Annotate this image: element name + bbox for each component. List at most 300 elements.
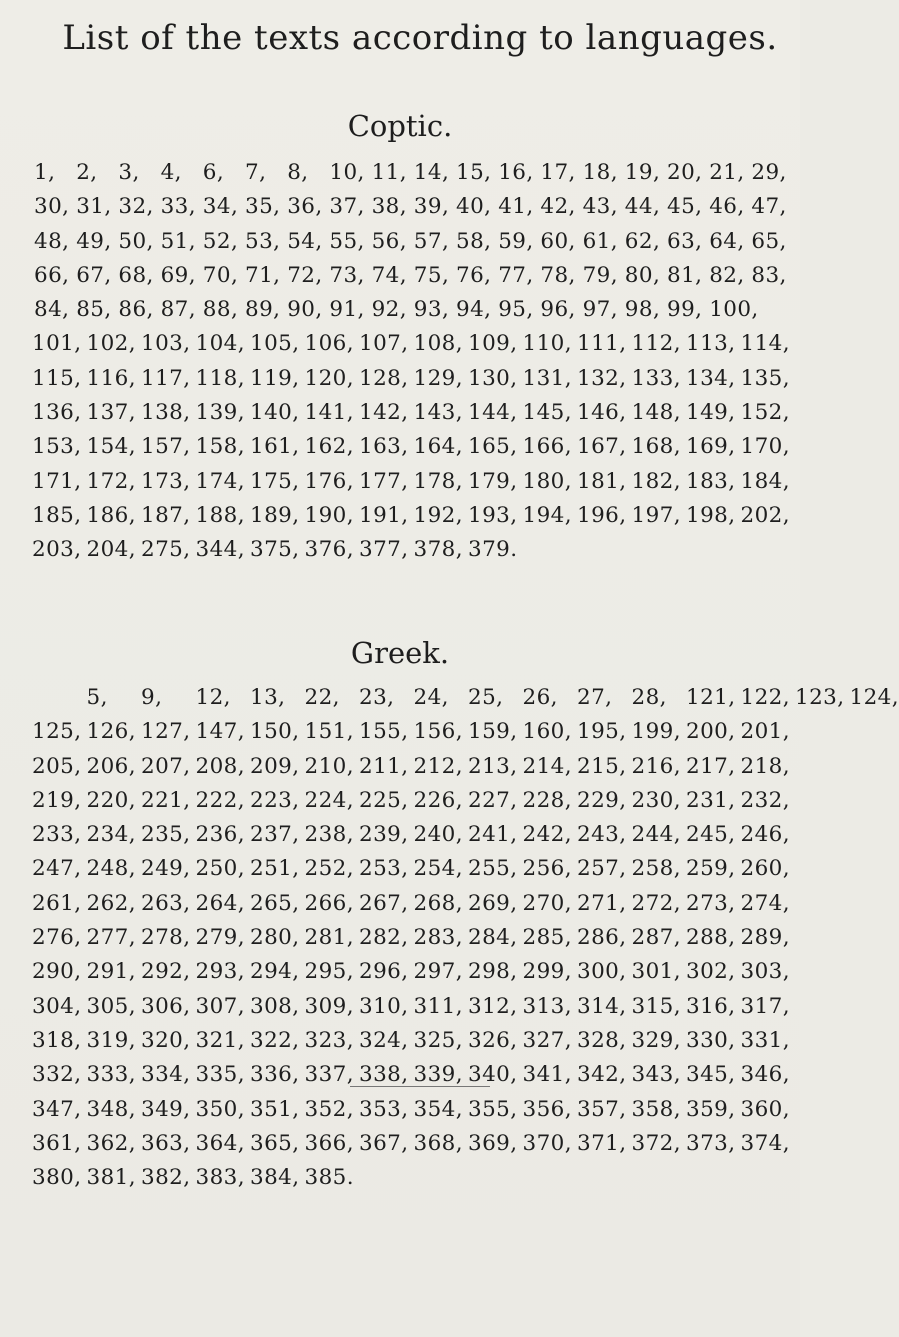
text-number: 10, bbox=[329, 160, 365, 185]
text-number: 266, bbox=[304, 890, 354, 916]
text-number: 215, bbox=[577, 753, 627, 779]
text-number: 209, bbox=[250, 753, 300, 779]
text-number: 106, bbox=[304, 331, 354, 357]
text-number: 160, bbox=[522, 719, 572, 745]
text-number: 349, bbox=[141, 1096, 191, 1122]
text-number: 15, bbox=[456, 160, 492, 185]
text-number: 221, bbox=[141, 787, 191, 813]
text-number: 137, bbox=[86, 400, 136, 426]
text-number: 59, bbox=[498, 228, 534, 254]
text-number: 329, bbox=[631, 1027, 681, 1053]
text-number: 96, bbox=[540, 297, 576, 323]
text-number: 338, bbox=[359, 1062, 409, 1088]
text-number: 217, bbox=[686, 753, 736, 779]
text-number: 360, bbox=[740, 1096, 790, 1122]
text-number: 333, bbox=[86, 1062, 136, 1088]
text-number: 89, bbox=[245, 297, 281, 323]
text-number: 98, bbox=[624, 297, 661, 323]
text-number: 380, bbox=[32, 1165, 82, 1191]
text-number: 149, bbox=[686, 400, 736, 426]
number-row bbox=[0, 889, 800, 923]
text-number: 14, bbox=[413, 160, 450, 185]
text-number: 298, bbox=[468, 959, 518, 985]
text-number: 269, bbox=[468, 890, 518, 916]
text-number: 293, bbox=[195, 959, 245, 985]
text-number: 133, bbox=[631, 365, 681, 391]
text-number: 136, bbox=[32, 400, 82, 426]
text-number: 184, bbox=[740, 468, 790, 494]
text-number: 157, bbox=[141, 434, 191, 460]
text-number: 29, bbox=[751, 160, 787, 185]
text-number: 104, bbox=[195, 331, 245, 357]
number-row bbox=[0, 820, 800, 854]
text-number: 244, bbox=[631, 822, 681, 848]
text-number: 153, bbox=[32, 434, 82, 460]
text-number: 356, bbox=[522, 1096, 572, 1122]
text-number: 32, bbox=[118, 194, 154, 220]
text-number: 193, bbox=[468, 502, 518, 528]
text-number: 302, bbox=[686, 959, 736, 985]
text-number: 328, bbox=[577, 1027, 627, 1053]
text-number: 316, bbox=[686, 993, 736, 1019]
number-row bbox=[0, 329, 800, 363]
text-number: 24, bbox=[413, 685, 449, 710]
text-number: 358, bbox=[631, 1096, 681, 1122]
text-number: 369, bbox=[468, 1130, 518, 1156]
text-number: 128, bbox=[359, 365, 409, 391]
text-number: 288, bbox=[686, 925, 736, 951]
text-number: 175, bbox=[250, 468, 300, 494]
number-row bbox=[0, 158, 800, 192]
text-number: 248, bbox=[86, 856, 136, 882]
text-number: 81, bbox=[667, 262, 703, 288]
text-number: 223, bbox=[250, 787, 300, 813]
text-number: 169, bbox=[686, 434, 736, 460]
text-number: 95, bbox=[498, 297, 534, 323]
text-number: 100, bbox=[709, 297, 759, 323]
text-number: 331, bbox=[740, 1027, 790, 1053]
text-number: 346, bbox=[740, 1062, 790, 1088]
text-number: 206, bbox=[86, 753, 136, 779]
number-row bbox=[0, 1060, 800, 1094]
text-number: 126, bbox=[86, 719, 136, 745]
text-number: 211, bbox=[359, 753, 409, 779]
text-number: 309, bbox=[304, 993, 354, 1019]
text-number: 139, bbox=[195, 400, 245, 426]
text-number: 365, bbox=[250, 1130, 300, 1156]
text-number: 144, bbox=[468, 400, 518, 426]
text-number: 342, bbox=[577, 1062, 627, 1088]
text-number: 102, bbox=[86, 331, 136, 357]
text-number: 152, bbox=[740, 400, 790, 426]
text-number: 254, bbox=[413, 856, 463, 882]
text-number: 86, bbox=[118, 297, 154, 323]
text-number: 191, bbox=[359, 502, 409, 528]
text-number: 91, bbox=[329, 297, 365, 323]
text-number: 361, bbox=[32, 1130, 82, 1156]
text-number: 177, bbox=[359, 468, 409, 494]
text-number: 297, bbox=[413, 959, 463, 985]
text-number: 257, bbox=[577, 856, 627, 882]
text-number: 68, bbox=[118, 262, 154, 288]
text-number: 385. bbox=[304, 1165, 354, 1191]
text-number: 249, bbox=[141, 856, 191, 882]
text-number: 296, bbox=[359, 959, 409, 985]
text-number: 362, bbox=[86, 1130, 136, 1156]
text-number: 317, bbox=[740, 993, 790, 1019]
text-number: 138, bbox=[141, 400, 191, 426]
text-number: 203, bbox=[32, 537, 82, 563]
text-number: 143, bbox=[413, 400, 463, 426]
text-number: 181, bbox=[577, 468, 627, 494]
number-row bbox=[0, 261, 800, 295]
text-number: 52, bbox=[202, 228, 239, 254]
text-number: 13, bbox=[250, 685, 286, 710]
text-number: 370, bbox=[522, 1130, 572, 1156]
text-number: 18, bbox=[582, 160, 618, 185]
text-number: 154, bbox=[86, 434, 136, 460]
text-number: 320, bbox=[141, 1027, 191, 1053]
text-number: 170, bbox=[740, 434, 790, 460]
text-number: 218, bbox=[740, 753, 790, 779]
text-number: 245, bbox=[686, 822, 736, 848]
coptic-section-heading: Coptic. bbox=[347, 109, 453, 143]
text-number: 271, bbox=[577, 890, 627, 916]
text-number: 187, bbox=[141, 502, 191, 528]
text-number: 300, bbox=[577, 959, 627, 985]
text-number: 124, bbox=[849, 685, 899, 710]
page-title: List of the texts according to languages. bbox=[62, 18, 778, 58]
text-number: 224, bbox=[304, 787, 354, 813]
text-number: 205, bbox=[32, 753, 82, 779]
text-number: 238, bbox=[304, 822, 354, 848]
text-number: 326, bbox=[468, 1027, 518, 1053]
text-number: 112, bbox=[631, 331, 681, 357]
text-number: 299, bbox=[522, 959, 572, 985]
text-number: 323, bbox=[304, 1027, 354, 1053]
text-number: 37, bbox=[329, 194, 365, 220]
coptic-text-list bbox=[0, 158, 800, 570]
number-row bbox=[0, 752, 800, 786]
text-number: 115, bbox=[32, 365, 82, 391]
text-number: 182, bbox=[631, 468, 681, 494]
text-number: 72, bbox=[287, 262, 323, 288]
text-number: 222, bbox=[195, 787, 245, 813]
text-number: 87, bbox=[160, 297, 196, 323]
text-number: 123, bbox=[795, 685, 845, 710]
text-number: 140, bbox=[250, 400, 300, 426]
text-number: 4, bbox=[160, 160, 182, 185]
text-number: 355, bbox=[468, 1096, 518, 1122]
text-number: 186, bbox=[86, 502, 136, 528]
text-number: 99, bbox=[667, 297, 703, 323]
text-number: 280, bbox=[250, 925, 300, 951]
text-number: 214, bbox=[522, 753, 572, 779]
text-number: 383, bbox=[195, 1165, 245, 1191]
text-number: 375, bbox=[250, 537, 300, 563]
text-number: 291, bbox=[86, 959, 136, 985]
text-number: 334, bbox=[141, 1062, 191, 1088]
text-number: 332, bbox=[32, 1062, 82, 1088]
text-number: 192, bbox=[413, 502, 463, 528]
number-row bbox=[0, 535, 800, 569]
text-number: 183, bbox=[686, 468, 736, 494]
text-number: 337, bbox=[304, 1062, 354, 1088]
text-number: 240, bbox=[413, 822, 463, 848]
text-number: 41, bbox=[498, 194, 534, 220]
text-number: 289, bbox=[740, 925, 790, 951]
text-number: 198, bbox=[686, 502, 736, 528]
text-number: 351, bbox=[250, 1096, 300, 1122]
text-number: 354, bbox=[413, 1096, 463, 1122]
text-number: 274, bbox=[740, 890, 790, 916]
text-number: 36, bbox=[287, 194, 323, 220]
text-number: 282, bbox=[359, 925, 409, 951]
text-number: 270, bbox=[522, 890, 572, 916]
text-number: 353, bbox=[359, 1096, 409, 1122]
text-number: 207, bbox=[141, 753, 191, 779]
text-number: 155, bbox=[359, 719, 409, 745]
text-number: 119, bbox=[250, 365, 300, 391]
text-number: 27, bbox=[577, 685, 613, 710]
text-number: 70, bbox=[202, 262, 239, 288]
text-number: 371, bbox=[577, 1130, 627, 1156]
text-number: 56, bbox=[371, 228, 407, 254]
text-number: 364, bbox=[195, 1130, 245, 1156]
text-number: 190, bbox=[304, 502, 354, 528]
text-number: 38, bbox=[371, 194, 407, 220]
number-row bbox=[0, 364, 800, 398]
greek-section-heading: Greek. bbox=[350, 636, 450, 670]
text-number: 231, bbox=[686, 787, 736, 813]
text-number: 42, bbox=[540, 194, 576, 220]
text-number: 272, bbox=[631, 890, 681, 916]
text-number: 156, bbox=[413, 719, 463, 745]
text-number: 366, bbox=[304, 1130, 354, 1156]
text-number: 135, bbox=[740, 365, 790, 391]
text-number: 314, bbox=[577, 993, 627, 1019]
text-number: 290, bbox=[32, 959, 82, 985]
text-number: 51, bbox=[160, 228, 196, 254]
text-number: 44, bbox=[624, 194, 661, 220]
text-number: 379. bbox=[468, 537, 518, 563]
text-number: 34, bbox=[202, 194, 239, 220]
text-number: 88, bbox=[202, 297, 239, 323]
text-number: 339, bbox=[413, 1062, 463, 1088]
text-number: 180, bbox=[522, 468, 572, 494]
text-number: 336, bbox=[250, 1062, 300, 1088]
text-number: 64, bbox=[709, 228, 745, 254]
text-number: 321, bbox=[195, 1027, 245, 1053]
text-number: 243, bbox=[577, 822, 627, 848]
text-number: 260, bbox=[740, 856, 790, 882]
text-number: 226, bbox=[413, 787, 463, 813]
text-number: 253, bbox=[359, 856, 409, 882]
text-number: 110, bbox=[522, 331, 572, 357]
text-number: 367, bbox=[359, 1130, 409, 1156]
text-number: 11, bbox=[371, 160, 407, 185]
text-number: 85, bbox=[76, 297, 112, 323]
text-number: 202, bbox=[740, 502, 790, 528]
text-number: 107, bbox=[359, 331, 409, 357]
text-number: 232, bbox=[740, 787, 790, 813]
text-number: 1, bbox=[34, 160, 56, 185]
text-number: 109, bbox=[468, 331, 518, 357]
text-number: 304, bbox=[32, 993, 82, 1019]
text-number: 350, bbox=[195, 1096, 245, 1122]
text-number: 75, bbox=[413, 262, 450, 288]
text-number: 62, bbox=[624, 228, 661, 254]
text-number: 130, bbox=[468, 365, 518, 391]
text-number: 168, bbox=[631, 434, 681, 460]
text-number: 381, bbox=[86, 1165, 136, 1191]
text-number: 84, bbox=[34, 297, 70, 323]
number-row bbox=[0, 786, 800, 820]
text-number: 275, bbox=[141, 537, 191, 563]
text-number: 80, bbox=[624, 262, 661, 288]
text-number: 105, bbox=[250, 331, 300, 357]
text-number: 185, bbox=[32, 502, 82, 528]
number-row bbox=[0, 467, 800, 501]
text-number: 318, bbox=[32, 1027, 82, 1053]
text-number: 189, bbox=[250, 502, 300, 528]
text-number: 83, bbox=[751, 262, 787, 288]
text-number: 347, bbox=[32, 1096, 82, 1122]
number-row bbox=[0, 854, 800, 888]
text-number: 71, bbox=[245, 262, 281, 288]
text-number: 78, bbox=[540, 262, 576, 288]
text-number: 216, bbox=[631, 753, 681, 779]
text-number: 150, bbox=[250, 719, 300, 745]
text-number: 141, bbox=[304, 400, 354, 426]
text-number: 261, bbox=[32, 890, 82, 916]
text-number: 252, bbox=[304, 856, 354, 882]
text-number: 172, bbox=[86, 468, 136, 494]
text-number: 359, bbox=[686, 1096, 736, 1122]
text-number: 341, bbox=[522, 1062, 572, 1088]
text-number: 228, bbox=[522, 787, 572, 813]
text-number: 230, bbox=[631, 787, 681, 813]
text-number: 132, bbox=[577, 365, 627, 391]
text-number: 31, bbox=[76, 194, 112, 220]
text-number: 35, bbox=[245, 194, 281, 220]
text-number: 194, bbox=[522, 502, 572, 528]
text-number: 61, bbox=[582, 228, 618, 254]
text-number: 45, bbox=[667, 194, 703, 220]
text-number: 53, bbox=[245, 228, 281, 254]
text-number: 372, bbox=[631, 1130, 681, 1156]
text-number: 142, bbox=[359, 400, 409, 426]
text-number: 25, bbox=[468, 685, 504, 710]
text-number: 117, bbox=[141, 365, 191, 391]
text-number: 66, bbox=[34, 262, 70, 288]
text-number: 287, bbox=[631, 925, 681, 951]
text-number: 234, bbox=[86, 822, 136, 848]
text-number: 220, bbox=[86, 787, 136, 813]
text-number: 343, bbox=[631, 1062, 681, 1088]
text-number: 308, bbox=[250, 993, 300, 1019]
text-number: 7, bbox=[245, 160, 267, 185]
text-number: 200, bbox=[686, 719, 736, 745]
text-number: 90, bbox=[287, 297, 323, 323]
text-number: 263, bbox=[141, 890, 191, 916]
text-number: 6, bbox=[202, 160, 225, 185]
number-row bbox=[0, 1129, 800, 1163]
text-number: 19, bbox=[624, 160, 661, 185]
text-number: 327, bbox=[522, 1027, 572, 1053]
number-row bbox=[0, 227, 800, 261]
section-end-rule bbox=[350, 1086, 490, 1087]
text-number: 212, bbox=[413, 753, 463, 779]
text-number: 227, bbox=[468, 787, 518, 813]
text-number: 307, bbox=[195, 993, 245, 1019]
number-row bbox=[0, 192, 800, 226]
text-number: 242, bbox=[522, 822, 572, 848]
text-number: 147, bbox=[195, 719, 245, 745]
text-number: 279, bbox=[195, 925, 245, 951]
text-number: 310, bbox=[359, 993, 409, 1019]
text-number: 174, bbox=[195, 468, 245, 494]
text-number: 285, bbox=[522, 925, 572, 951]
text-number: 306, bbox=[141, 993, 191, 1019]
text-number: 179, bbox=[468, 468, 518, 494]
text-number: 167, bbox=[577, 434, 627, 460]
text-number: 57, bbox=[413, 228, 450, 254]
text-number: 30, bbox=[34, 194, 70, 220]
text-number: 93, bbox=[413, 297, 450, 323]
text-number: 311, bbox=[413, 993, 463, 1019]
text-number: 69, bbox=[160, 262, 196, 288]
text-number: 322, bbox=[250, 1027, 300, 1053]
text-number: 161, bbox=[250, 434, 300, 460]
text-number: 94, bbox=[456, 297, 492, 323]
text-number: 5, bbox=[86, 685, 108, 710]
text-number: 131, bbox=[522, 365, 572, 391]
text-number: 92, bbox=[371, 297, 407, 323]
text-number: 373, bbox=[686, 1130, 736, 1156]
text-number: 210, bbox=[304, 753, 354, 779]
text-number: 26, bbox=[522, 685, 558, 710]
text-number: 195, bbox=[577, 719, 627, 745]
text-number: 108, bbox=[413, 331, 463, 357]
text-number: 148, bbox=[631, 400, 681, 426]
text-number: 12, bbox=[195, 685, 231, 710]
text-number: 3, bbox=[118, 160, 140, 185]
text-number: 121, bbox=[686, 685, 736, 710]
text-number: 49, bbox=[76, 228, 112, 254]
text-number: 213, bbox=[468, 753, 518, 779]
text-number: 40, bbox=[456, 194, 492, 220]
text-number: 201, bbox=[740, 719, 790, 745]
text-number: 8, bbox=[287, 160, 309, 185]
text-number: 345, bbox=[686, 1062, 736, 1088]
text-number: 111, bbox=[577, 331, 627, 357]
text-number: 103, bbox=[141, 331, 191, 357]
text-number: 23, bbox=[359, 685, 395, 710]
text-number: 235, bbox=[141, 822, 191, 848]
text-number: 113, bbox=[686, 331, 736, 357]
text-number: 46, bbox=[709, 194, 745, 220]
text-number: 378, bbox=[413, 537, 463, 563]
text-number: 20, bbox=[667, 160, 703, 185]
text-number: 55, bbox=[329, 228, 365, 254]
text-number: 236, bbox=[195, 822, 245, 848]
text-number: 265, bbox=[250, 890, 300, 916]
text-number: 158, bbox=[195, 434, 245, 460]
text-number: 352, bbox=[304, 1096, 354, 1122]
text-number: 368, bbox=[413, 1130, 463, 1156]
text-number: 284, bbox=[468, 925, 518, 951]
